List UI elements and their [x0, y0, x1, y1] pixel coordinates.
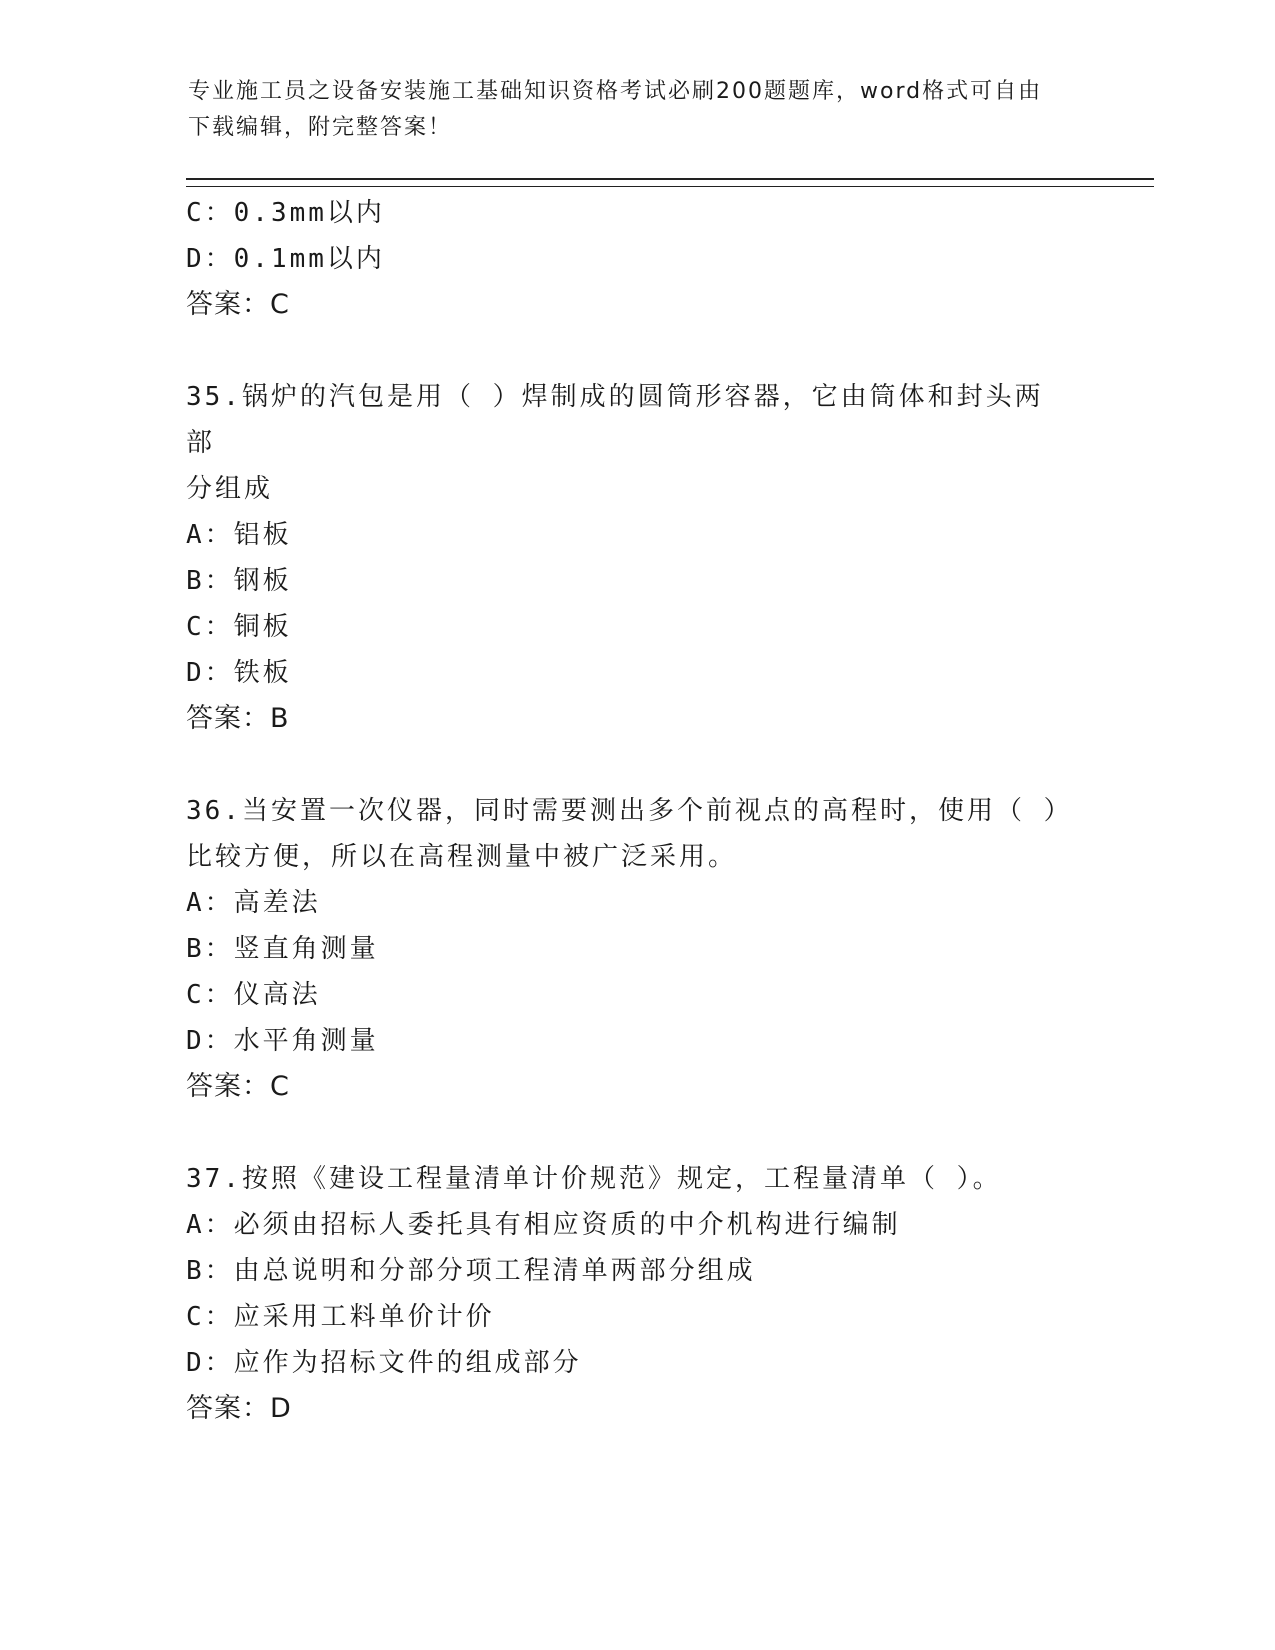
question-stem	[186, 374, 1066, 512]
header-line-2: 下载编辑，附完整答案！	[188, 115, 453, 140]
document-body	[186, 190, 1106, 1432]
option-b: B：钢板	[186, 566, 292, 596]
answer: 答案：C	[186, 1071, 290, 1102]
option-c: C：0.3mm以内	[186, 198, 385, 228]
option-d: D：铁板	[186, 658, 292, 688]
spacer	[186, 328, 1106, 374]
question-stem-line-1: 35.锅炉的汽包是用（ ）焊制成的圆筒形容器，它由筒体和封头两部	[186, 382, 1044, 458]
page-header	[188, 74, 1088, 146]
option-a: A：必须由招标人委托具有相应资质的中介机构进行编制	[186, 1210, 901, 1240]
spacer	[186, 742, 1106, 788]
option-a: A：高差法	[186, 888, 321, 918]
option-b: B：由总说明和分部分项工程清单两部分组成	[186, 1256, 756, 1286]
question-stem-line-2: 比较方便，所以在高程测量中被广泛采用。	[186, 842, 738, 872]
question-35	[186, 374, 1106, 742]
question-stem-line-1: 36.当安置一次仪器，同时需要测出多个前视点的高程时，使用（ ）	[186, 796, 1073, 826]
header-divider	[186, 178, 1154, 187]
option-d: D：水平角测量	[186, 1026, 379, 1056]
question-36	[186, 788, 1106, 1110]
option-c: C：仪高法	[186, 980, 321, 1010]
option-d: D：应作为招标文件的组成部分	[186, 1348, 582, 1378]
question-stem-line-1: 37.按照《建设工程量清单计价规范》规定，工程量清单（ ）。	[186, 1164, 1002, 1194]
option-c: C：铜板	[186, 612, 292, 642]
question-stem-line-2: 分组成	[186, 474, 274, 504]
option-a: A：铝板	[186, 520, 292, 550]
question-stem	[186, 788, 1073, 880]
answer: 答案：C	[186, 289, 290, 320]
option-c: C：应采用工料单价计价	[186, 1302, 495, 1332]
answer: 答案：D	[186, 1393, 292, 1424]
answer: 答案：B	[186, 703, 290, 734]
option-d: D：0.1mm以内	[186, 244, 385, 274]
option-b: B：竖直角测量	[186, 934, 379, 964]
question-stem	[186, 1156, 1066, 1202]
question-34-tail	[186, 190, 1106, 328]
header-line-1: 专业施工员之设备安装施工基础知识资格考试必刷200题题库，word格式可自由	[188, 79, 1043, 104]
spacer	[186, 1110, 1106, 1156]
question-37	[186, 1156, 1106, 1432]
